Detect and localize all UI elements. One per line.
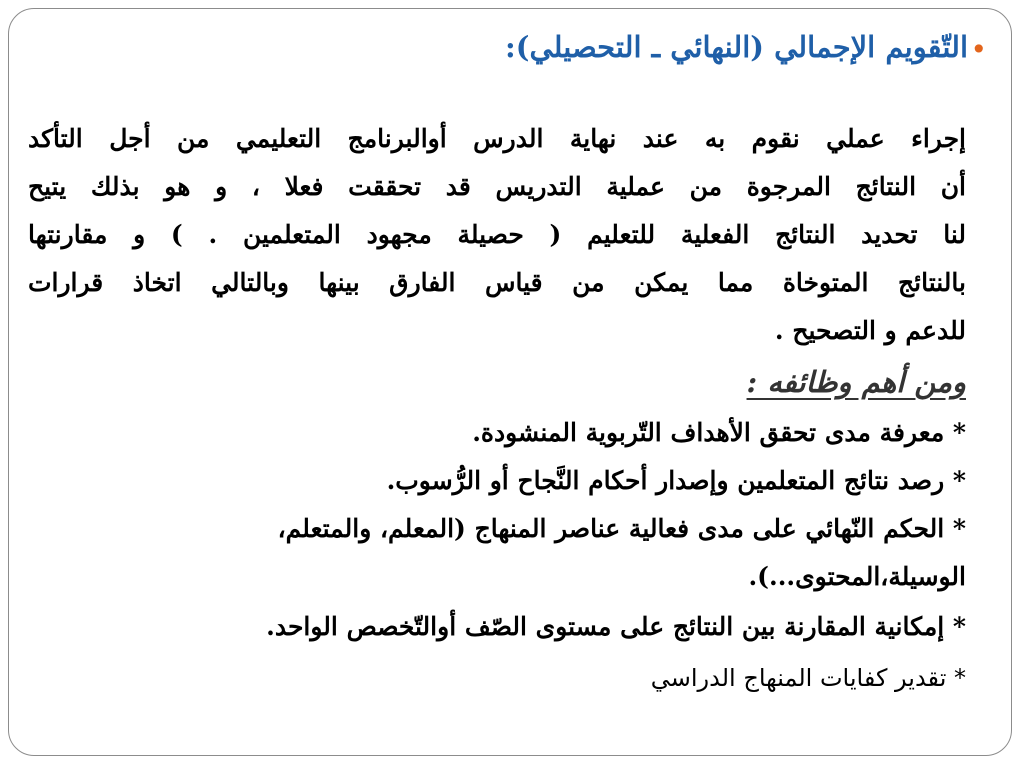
paragraph-line: إجراء عملي نقوم به عند نهاية الدرس أوالبرنامج التعليمي من أجل التأكد bbox=[28, 124, 966, 153]
function-item: * تقدير كفايات المنهاج الدراسي bbox=[650, 664, 966, 692]
function-item: * رصد نتائج المتعلمين وإصدار أحكام النَّجاح أو الرُّسوب. bbox=[386, 466, 966, 495]
function-item: * إمكانية المقارنة بين النتائج على مستوى الصّف أوالتّخصص الواحد. bbox=[266, 612, 966, 641]
bullet-icon: • bbox=[970, 33, 987, 66]
paragraph-line: لنا تحديد النتائج الفعلية للتعليم ( حصيلة مجهود المتعلمين . ) و مقارنتها bbox=[28, 220, 966, 249]
paragraph-line: للدعم و التصحيح . bbox=[774, 316, 966, 345]
function-item: الوسيلة،المحتوى...). bbox=[748, 562, 966, 591]
function-item: * معرفة مدى تحقق الأهداف التّربوية المنشودة. bbox=[472, 418, 966, 447]
paragraph-line: أن النتائج المرجوة من عملية التدريس قد تحققت فعلا ، و هو بذلك يتيح bbox=[28, 172, 966, 201]
functions-heading: ومن أهم وظائفه : bbox=[746, 365, 966, 399]
function-item: * الحكم النّهائي على مدى فعالية عناصر المنهاج (المعلم، والمتعلم، bbox=[277, 514, 966, 543]
paragraph-line: بالنتائج المتوخاة مما يمكن من قياس الفارق بينها وبالتالي اتخاذ قرارات bbox=[28, 268, 966, 297]
slide-heading: التّقويم الإجمالي (النهائي ـ التحصيلي): bbox=[505, 30, 968, 64]
